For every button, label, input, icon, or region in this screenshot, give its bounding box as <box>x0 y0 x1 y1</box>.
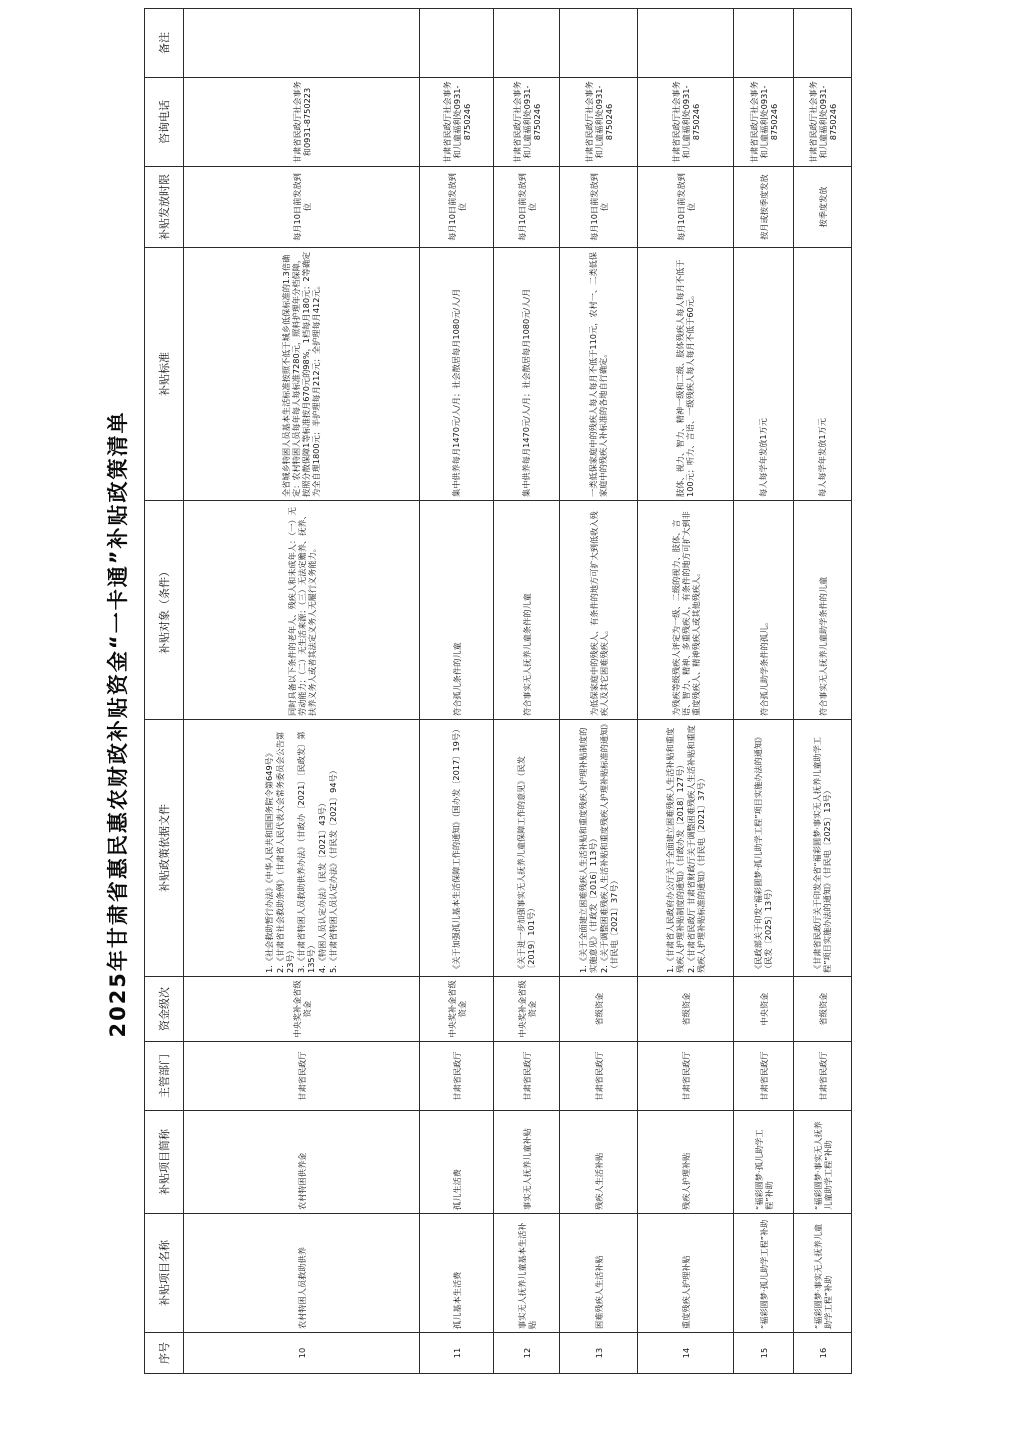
cell-target: 同时具备以下条件的老年人、残疾人和未成年人：（一）无劳动能力；（二）无生活来源；（三）无法定赡养、抚养、扶养义务人或者其法定义务人无履行义务能力。 <box>184 501 420 720</box>
cell-time: 每月10日前发放到位 <box>638 167 734 248</box>
col-header-std: 补贴标准 <box>145 248 184 501</box>
cell-std <box>734 248 794 501</box>
cell-abbr: 农村特困供养金 <box>184 1111 420 1214</box>
col-header-name: 补贴项目名称 <box>145 1214 184 1333</box>
cell-time: 每月10日前发放到位 <box>184 167 420 248</box>
table-header-row <box>145 9 184 1374</box>
cell-tel: 甘肃省民政厅社会事务和儿童福利处0931-8750246 <box>560 78 638 167</box>
cell-std <box>560 248 638 501</box>
cell-dept: 甘肃省民政厅 <box>494 1042 560 1111</box>
basis-item: 1.《关于全面建立困难残疾人生活补贴和重度残疾人护理补贴制度的实施意见》（甘政发〔2016〕113号） <box>577 727 598 973</box>
basis-item: 2.《关于调整困难残疾人生活补贴和重度残疾人护理补贴标准的通知》（甘民电〔2021〕37号） <box>598 723 619 973</box>
col-header-abbr: 补贴项目简称 <box>145 1111 184 1214</box>
cell-std <box>420 248 494 501</box>
cell-no: 14 <box>638 1333 734 1374</box>
cell-tel: 甘肃省民政厅社会事务和儿童福利处0931-8750246 <box>420 78 494 167</box>
basis-item: 《关于进一步加强事实无人抚养儿童保障工作的意见》（民发〔2019〕101号） <box>516 756 536 973</box>
cell-std <box>794 248 852 501</box>
cell-note <box>734 9 794 78</box>
std-item: 每人每学年发放1万元 <box>817 418 827 497</box>
cell-no: 12 <box>494 1333 560 1374</box>
cell-name: 重度残疾人护理补贴 <box>638 1214 734 1333</box>
cell-time: 每月10日前发放到位 <box>420 167 494 248</box>
basis-item: 1.《社会救助暂行办法》《中华人民共和国国务院令第649号》 <box>264 748 274 973</box>
table-row <box>734 9 794 1374</box>
table-row <box>638 9 734 1374</box>
cell-level: 中央奖补金省级资金 <box>420 977 494 1042</box>
basis-item: 《民政部关于印发“福彩圆梦·孤儿助学工程”项目实施办法的通知》（民发〔2025〕13号） <box>753 732 773 973</box>
cell-name: 困难残疾人生活补贴 <box>560 1214 638 1333</box>
std-item: 肢体、视力、智力、精神一级和二级、肢体残疾人每人每月不低于100元；听力、言语、一级残疾人每人每月不低于60元。 <box>675 259 695 497</box>
table-row <box>420 9 494 1374</box>
cell-dept: 甘肃省民政厅 <box>794 1042 852 1111</box>
cell-tel: 甘肃省民政厅社会事务和儿童福利处0931-8750246 <box>494 78 560 167</box>
cell-target: 为低保家庭中的残疾人、有条件的地方可扩大到低收入残疾人及其它困难残疾人。 <box>560 501 638 720</box>
col-header-note: 备注 <box>145 9 184 78</box>
cell-basis <box>560 720 638 977</box>
cell-tel: 甘肃省民政厅社会事务和儿童福利处0931-8750246 <box>794 78 852 167</box>
cell-dept: 甘肃省民政厅 <box>560 1042 638 1111</box>
basis-item: 3.《甘肃省特困人员救助供养办法》（甘政办〔2021〕〔民政发〕第135号） <box>296 731 316 973</box>
cell-time: 每月10日前发放到位 <box>494 167 560 248</box>
cell-target: 符合事实无人抚养儿童条件的儿童 <box>494 501 560 720</box>
cell-no: 16 <box>794 1333 852 1374</box>
cell-abbr: “福彩圆梦·事实无人抚养儿童助学工程”补助 <box>794 1111 852 1214</box>
cell-basis <box>734 720 794 977</box>
cell-no: 11 <box>420 1333 494 1374</box>
col-header-dept: 主管部门 <box>145 1042 184 1111</box>
cell-basis <box>420 720 494 977</box>
cell-name: “福彩圆梦·事实无人抚养儿童助学工程”补助 <box>794 1214 852 1333</box>
std-item: 全省城乡特困人员基本生活标准按照不低于城乡低保标准的1.3倍确定：农村特困人员每年每人每标准7280元，照料护理年分档保障，按照分散保障1等标准按月670元的98%，1档每月180元；2等确定为全自理1800元；半护理每月212元；全护理每月412元。 <box>281 251 321 497</box>
cell-time: 按季度发放 <box>794 167 852 248</box>
basis-item: 《关于加强孤儿基本生活保障工作的通知》（国办发〔2017〕19号） <box>451 724 461 973</box>
cell-target: 为残疾等级残疾人评定为一级、二级的视力、肢体、言语、智力、精神、多重残疾人，有条件的地方可扩大到非重度残疾人、精神残疾人或其他残疾人。 <box>638 501 734 720</box>
rotated-content <box>102 32 922 1374</box>
basis-item: 《甘肃省民政厅关于印发全省“福彩圆梦·事实无人抚养儿童助学工程”项目实施办法的通知》（甘民电〔2025〕13号） <box>812 736 832 973</box>
table-row <box>560 9 638 1374</box>
cell-no: 10 <box>184 1333 420 1374</box>
cell-abbr: 孤儿生活费 <box>420 1111 494 1214</box>
table-row <box>794 9 852 1374</box>
cell-note <box>560 9 638 78</box>
col-header-no: 序号 <box>145 1333 184 1374</box>
std-item: 集中供养每月1470元/人/月；社会散居每月1080元/人/月 <box>451 288 461 497</box>
cell-std <box>638 248 734 501</box>
basis-item: 1.《甘肃省人民政府办公厅关于全面建立困难残疾人生活补贴和重度残疾人护理补贴制度的通知》（甘政办发〔2018〕127号） <box>664 727 685 973</box>
cell-level: 省级资金 <box>560 977 638 1042</box>
basis-item: 2.《甘肃省社会救助条例》（甘肃省人民代表大会常务委员会公告第23号） <box>275 731 295 973</box>
cell-note <box>638 9 734 78</box>
col-header-time: 补贴发放时限 <box>145 167 184 248</box>
cell-time: 每月10日前发放到位 <box>560 167 638 248</box>
cell-abbr: 事实无人抚养儿童补贴 <box>494 1111 560 1214</box>
cell-name: 孤儿基本生活费 <box>420 1214 494 1333</box>
cell-abbr: 残疾人生活补贴 <box>560 1111 638 1214</box>
cell-dept: 甘肃省民政厅 <box>420 1042 494 1111</box>
cell-tel: 甘肃省民政厅社会事务和儿童福利处0931-8750246 <box>638 78 734 167</box>
subsidy-policy-table <box>144 8 852 1374</box>
cell-name: “福彩圆梦·孤儿助学工程”补助 <box>734 1214 794 1333</box>
cell-basis <box>794 720 852 977</box>
cell-name: 农村特困人员救助供养 <box>184 1214 420 1333</box>
cell-time: 按月或按季度发放 <box>734 167 794 248</box>
cell-note <box>420 9 494 78</box>
cell-basis <box>638 720 734 977</box>
basis-item: 4.《特困人员认定办法》（民发〔2021〕43号） <box>317 798 327 973</box>
cell-abbr: 残疾人护理补贴 <box>638 1111 734 1214</box>
cell-tel: 甘肃省民政厅社会事务和儿童福利处0931-8750246 <box>734 78 794 167</box>
cell-note <box>184 9 420 78</box>
cell-level: 中央资金 <box>734 977 794 1042</box>
cell-no: 13 <box>560 1333 638 1374</box>
table-row <box>184 9 420 1374</box>
cell-name: 事实无人抚养儿童基本生活补贴 <box>494 1214 560 1333</box>
cell-level: 省级资金 <box>638 977 734 1042</box>
cell-no: 15 <box>734 1333 794 1374</box>
col-header-target: 补贴对象（条件） <box>145 501 184 720</box>
col-header-basis: 补贴政策依据文件 <box>145 720 184 977</box>
basis-item: 2.《甘肃省民政厅 甘肃省财政厅关于调整困难残疾人生活补贴和重度残疾人护理补贴标准的通知》（甘民电〔2021〕37号） <box>685 725 706 973</box>
cell-dept: 甘肃省民政厅 <box>184 1042 420 1111</box>
cell-note <box>494 9 560 78</box>
cell-dept: 甘肃省民政厅 <box>638 1042 734 1111</box>
cell-dept: 甘肃省民政厅 <box>734 1042 794 1111</box>
cell-std <box>494 248 560 501</box>
cell-abbr: “福彩圆梦·孤儿助学工程”补助 <box>734 1111 794 1214</box>
cell-note <box>794 9 852 78</box>
table-row <box>494 9 560 1374</box>
page-title: 2025年甘肃省惠民惠农财政补贴资金“一卡通”补贴政策清单 <box>106 410 130 1038</box>
cell-target: 符合孤儿助学条件的孤儿。 <box>734 501 794 720</box>
col-header-tel: 咨询电话 <box>145 78 184 167</box>
cell-std <box>184 248 420 501</box>
std-item: 一类低保家庭中的残疾人每人每月不低于110元，农村一、二类低保家庭中的残疾人补标准的各地自行确定。 <box>588 252 608 497</box>
basis-item: 5.《甘肃省特困人员认定办法》（甘民发〔2021〕94号） <box>328 766 338 973</box>
std-item: 集中供养每月1470元/人/月；社会散居每月1080元/人/月 <box>521 288 531 497</box>
cell-target: 符合事实无人抚养儿童助学条件的儿童 <box>794 501 852 720</box>
cell-basis <box>494 720 560 977</box>
cell-level: 省级资金 <box>794 977 852 1042</box>
std-item: 每人每学年发放1万元 <box>758 418 768 497</box>
col-header-level: 资金级次 <box>145 977 184 1042</box>
cell-level: 中央奖补金省级资金 <box>494 977 560 1042</box>
cell-tel: 甘肃省民政厅社会事务和0931-8750223 <box>184 78 420 167</box>
cell-level: 中央奖补金省级资金 <box>184 977 420 1042</box>
cell-target: 符合孤儿条件的儿童 <box>420 501 494 720</box>
cell-basis <box>184 720 420 977</box>
